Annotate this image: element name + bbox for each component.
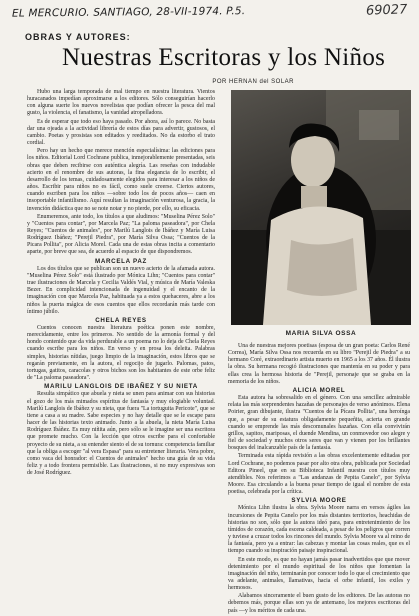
right-column <box>228 343 410 616</box>
author-photo <box>231 90 411 325</box>
paragraph: Los dos títulos que se publican son un nuevo acierto de la afamada autora. "Muselina Pérez Solo" está ilustrado por Mónica Lihn; "Cuentos para contar" trae ilustraciones de Marcela y Cecilia Valdés Vial, y música de María Valeska Bezer. En complicidad intencionada de ingenuidad y el encanto de la imaginación con que Marcela Paz, habituada ya a estos quehaceres, abre a los niños la puerta mágica de esos cuentos que ellos recordarán más tarde con íntimo júbilo. <box>27 265 215 315</box>
paragraph: Pero hay un hecho que merece mención especialísima: las ediciones para los niños. Editorial Lord Cochrane publica, inmejorablemente presentadas, seis obras que deben recibirse con auténtica alegría. Las reseñas con indudable acierto en el renombre de sus autoras, la fina elegancia de lo escribir, el desarrollo de los temas, cuidadosamente elegidos para interesar a los niños de años. Escribir para niños no es fácil, como suele creerse. Ciertos autores, cuando escriben para los niños —sobre todo los de pocos años— caen en insoportable infantilismo. Aquí resultan la imaginación venturosa, la gracia, la invención didáctica que no se note notar y no pierde, por ello, su eficacia. <box>27 148 215 212</box>
photo-illustration <box>231 90 411 325</box>
paragraph: Es de esperar que todo eso haya pasado. Por ahora, así lo parece. No basta dar una ojeada a la actividad librería de estos días para advertir, gustosos, el cambio. Poetas y prosistas son editados y reeditados. No da estorbo el trato cordial. <box>27 118 215 147</box>
section-heading: ALICIA MOREL <box>292 386 346 394</box>
paragraph: Resulta simpático que abuela y nieta se unen para animar con sus historias el gozo de los más mimados espíritus de fantasía y muy elogiable voluntad. Marilú Langlois de Ibáñez y su nieta, que fuera "La tortuguita Pericote", que se tiene a casa a su madre. Sabe especies y no hay detalle que se le escape para hacer de las historias texto animado. Junto a la abuela, la nieta María Luisa Rodríguez Ibáñez. Es muy niñita aún, pero sólo se le imagine ser una escritora que promete mucho. Con la lección que otros escribe para el confortable proyecto de su nieta, a su entender siento el de su tornura: competencia familiar que la obliga a escoger "al vera Espasa" para su entretener literaria. Vera pobre, como vaca del honrador: el Cuentos de animales" hecho una guía de su vida feliz y a todo frontera permisible. Las ilustraciones, si no muy expresivas son de José Rodríguez. <box>27 391 215 477</box>
section-heading: MARILU LANGLOIS DE IBAÑEZ Y SU NIETA <box>44 383 198 391</box>
photo-caption: MARIA SILVA OSSA <box>285 330 357 337</box>
left-column <box>27 89 215 478</box>
section-kicker: OBRAS Y AUTORES: <box>25 32 131 42</box>
handwritten-source-note: EL MERCURIO. SANTIAGO, 28-VII-1974. P.5. <box>11 5 246 20</box>
paragraph: En este modo, es que no hayan jamás pasar inadvertidos que que mover detenimiento por el mundo espiritual de los niños que fomentan la imaginación del niño, terminarán por conocer todo lo que el crecimiento que va adelante, animales, llamativas, hacia el orbe infantil, los exiles y hermosos. <box>228 556 410 592</box>
paragraph: Hubo una larga temporada de mal tiempo en nuestra literatura. Vientos huracanados impedían aproximarse a los editores. Sólo conseguirían hacerlo con alguna suerte los nuevos novelistas que podían ofrecer la pesca del mal gusto, la violencia, el fanatismo, la vanidad atropelladora. <box>27 89 215 117</box>
paragraph: Terminada esta rápida revisión a las obras excelentemente editadas por Lord Cochrane, no podemos pasar por alto otra obra, publicada por Sociedad Editora Pineel, que en su Biblioteca Infantil nuestra con títulos muy atendibles. Nos referimos a "Las andanzas de Pepita Canelo", por Sylvia Moore. Esa circulando a la buena pesar tiempo de igual el nombre de esta poetisa, celebrada por la crítica. <box>228 453 410 496</box>
article-title: Nuestras Escritoras y los Niños <box>62 44 386 71</box>
section-heading: MARCELA PAZ <box>94 257 148 265</box>
paragraph: Enumeremos, ante todo, los títulos a que aludimos: "Muselina Pérez Solo" y "Cuentos para contar", por Marcela Paz; "La paloma paseadora", por Chela Reyes; "Cuentos de animales", por Marilú Langlois de Ibáñez y María Luisa Rodríguez Ibáñez; "Perejil Piedra", por María Silva Ossa; "Cuentos de la Picara Pollita", por Alicia Morel. Cada una de estas obras incita a comentario aparte, por breve que sea, de acuerdo al espacio de que dispondremos. <box>27 213 215 256</box>
archive-number: 69027 <box>365 2 408 19</box>
paragraph: Una de nuestras mejores poetisas (esposa de un gran poeta: Carlos René Correa), María Silva Ossa nos recuerda en su libro "Perejil de Piedra" a su hermano Coré, extraordinario artista muerto en 1965 a los 37 años. Él ilustra la obra. Su hermana recogió ilustraciones que mantenía en su poder y para ellas crea la hermosa historia de "Perejil, personaje que se graba en la memoria de los niños. <box>228 343 410 385</box>
paragraph: Alabamos sinceramente el buen gusto de los editores. De las autoras no debemos más, porque ellas son ya de antemano, los mejores escritoras del país —y los méritos de cada una. <box>228 593 410 614</box>
paragraph: Esta autora ha sobresalido en el género. Con una sencillez admirable relata las más sorprendentes hazañas de personajes de verso anónimos. Elena Poirier, gran dibujante, ilustra "Cuentos de la Pícara Pollita", una heroínga que, a pesar de su estatura obligadamente pequeñita, acierta en grande cuando se emprende las más descomunales hazañas. Con ella convivirán grillos, sapitos, mariposas, el duende Mendina, un conmovedor oso alegre y fiel de sociedad y muchos otros seres que van y vienen por los brillantes bosques del inalcanzable país de la fantasía. <box>228 395 410 452</box>
section-heading: CHELA REYES <box>95 316 147 324</box>
paragraph: Cuentos conocen nuestra literatura poética ponen este nombre, merecidamente, entre los primeros. No sentido de la armonía formal y del hondo contenido que da vida perdurable a un poema no lo deja de Chela Reyes cuando escribe para los niños. En verso y en prosa los deleita. Palabras simples, historias nítidas, juego limpio de la imaginación, estos libros que se regarán previamente, en la autora, el regocijo de jugarlo. Palomas, patos, tortugas, gatitos, caracolas y otros bichos son los habitantes de este orbe feliz de "La paloma paseadora". <box>27 325 215 382</box>
byline: POR HERNAN del SOLAR <box>212 79 294 85</box>
section-heading: SYLVIA MOORE <box>291 497 347 505</box>
paragraph: Mónica Lihn ilustra la obra. Sylvia Moore narra en versos ágiles las incursiones de Pepita Canelo por los más distantes territorios, heachidas de historias no son, sólo que la autora ideó para, para entretenimiento de los tímidos de corazón, cada escena caldeada, a pesar de los peligros que corren y tuviese a cruzar todos los rincones del mundo. Sylvia Moore va al reino de la fantasía, pero ya a entrar: las cabezas y montar las cosas reales, que es el tiempo cuando su inspiración paisaje inspiracional. <box>228 505 410 555</box>
